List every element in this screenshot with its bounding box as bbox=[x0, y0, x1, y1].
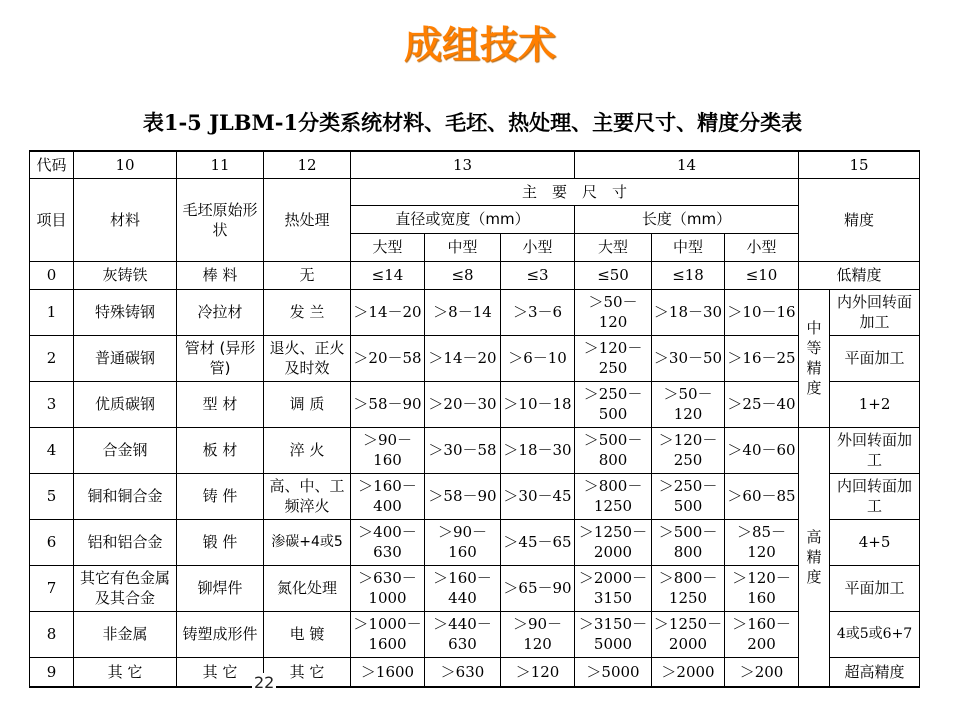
heat-cell: 高、中、工频淬火 bbox=[264, 473, 351, 519]
length-small-cell: ＞16－25 bbox=[725, 335, 799, 381]
blank-cell: 冷拉材 bbox=[177, 289, 264, 335]
heat-cell: 调 质 bbox=[264, 381, 351, 427]
row-code: 0 bbox=[30, 261, 74, 289]
table-row bbox=[30, 427, 920, 473]
blank-cell: 其 它 bbox=[177, 657, 264, 687]
heat-cell: 退火、正火及时效 bbox=[264, 335, 351, 381]
diameter-large-cell: ＞58－90 bbox=[351, 381, 425, 427]
length-mid-cell: ＞30－50 bbox=[652, 335, 725, 381]
heat-header: 热处理 bbox=[264, 178, 351, 261]
length-mid-cell: ＞50－120 bbox=[652, 381, 725, 427]
row-code: 1 bbox=[30, 289, 74, 335]
row-code: 6 bbox=[30, 519, 74, 565]
blank-cell: 铸塑成形件 bbox=[177, 611, 264, 657]
length-small-cell: ≤10 bbox=[725, 261, 799, 289]
row-code: 9 bbox=[30, 657, 74, 687]
main-size-header: 主 要 尺 寸 bbox=[351, 178, 799, 205]
heat-cell: 淬 火 bbox=[264, 427, 351, 473]
heat-cell: 其 它 bbox=[264, 657, 351, 687]
heat-cell: 氮化处理 bbox=[264, 565, 351, 611]
diameter-large-cell: ＞1000－1600 bbox=[351, 611, 425, 657]
length-mid-cell: ＞120－250 bbox=[652, 427, 725, 473]
diameter-large-cell: ＞20－58 bbox=[351, 335, 425, 381]
diameter-large-cell: ＞630－1000 bbox=[351, 565, 425, 611]
diameter-large-cell: ＞90－160 bbox=[351, 427, 425, 473]
length-large-cell: ＞5000 bbox=[575, 657, 652, 687]
material-header: 材料 bbox=[74, 178, 177, 261]
diameter-small-cell: ＞65－90 bbox=[501, 565, 575, 611]
diameter-large-cell: ＞14－20 bbox=[351, 289, 425, 335]
diameter-header: 直径或宽度（mm） bbox=[351, 205, 575, 233]
code-row bbox=[30, 151, 920, 178]
precision-cell: 4+5 bbox=[830, 519, 920, 565]
heat-cell: 电 镀 bbox=[264, 611, 351, 657]
precision-cell: 平面加工 bbox=[830, 335, 920, 381]
diameter-mid-cell: ＞160－440 bbox=[425, 565, 501, 611]
diameter-mid-cell: ＞440－630 bbox=[425, 611, 501, 657]
precision-cell: 平面加工 bbox=[830, 565, 920, 611]
table-row bbox=[30, 565, 920, 611]
blank-cell: 管材 (异形管) bbox=[177, 335, 264, 381]
diameter-large-cell: ＞160－400 bbox=[351, 473, 425, 519]
diameter-small-cell: ＞30－45 bbox=[501, 473, 575, 519]
precision-header: 精度 bbox=[799, 178, 920, 261]
row-code: 2 bbox=[30, 335, 74, 381]
length-mid-cell: ＞18－30 bbox=[652, 289, 725, 335]
material-cell: 优质碳钢 bbox=[74, 381, 177, 427]
length-small-cell: ＞60－85 bbox=[725, 473, 799, 519]
length-large-cell: ≤50 bbox=[575, 261, 652, 289]
slide-title: 成组技术 bbox=[403, 23, 556, 67]
code-13: 13 bbox=[351, 151, 575, 178]
blank-cell: 铸 件 bbox=[177, 473, 264, 519]
table-row bbox=[30, 473, 920, 519]
code-11: 11 bbox=[177, 151, 264, 178]
size-class-header: 中型 bbox=[652, 233, 725, 261]
diameter-small-cell: ＞90－120 bbox=[501, 611, 575, 657]
length-small-cell: ＞160－200 bbox=[725, 611, 799, 657]
precision-group-high: 高精度 bbox=[799, 427, 830, 687]
precision-cell: 超高精度 bbox=[830, 657, 920, 687]
length-large-cell: ＞2000－3150 bbox=[575, 565, 652, 611]
material-cell: 铜和铜合金 bbox=[74, 473, 177, 519]
length-header: 长度（mm） bbox=[575, 205, 799, 233]
size-class-header: 小型 bbox=[725, 233, 799, 261]
table-row bbox=[30, 381, 920, 427]
diameter-large-cell: ≤14 bbox=[351, 261, 425, 289]
length-small-cell: ＞200 bbox=[725, 657, 799, 687]
diameter-large-cell: ＞1600 bbox=[351, 657, 425, 687]
material-cell: 特殊铸钢 bbox=[74, 289, 177, 335]
precision-cell: 外回转面加工 bbox=[830, 427, 920, 473]
length-small-cell: ＞40－60 bbox=[725, 427, 799, 473]
length-large-cell: ＞120－250 bbox=[575, 335, 652, 381]
classification-table bbox=[29, 150, 920, 688]
blank-cell: 板 材 bbox=[177, 427, 264, 473]
precision-cell: 1+2 bbox=[830, 381, 920, 427]
row-code: 3 bbox=[30, 381, 74, 427]
diameter-small-cell: ＞6－10 bbox=[501, 335, 575, 381]
length-large-cell: ＞1250－2000 bbox=[575, 519, 652, 565]
row-code: 8 bbox=[30, 611, 74, 657]
table-row bbox=[30, 519, 920, 565]
code-15: 15 bbox=[799, 151, 920, 178]
length-large-cell: ＞3150－5000 bbox=[575, 611, 652, 657]
length-small-cell: ＞120－160 bbox=[725, 565, 799, 611]
table-title: 表1-5 JLBM-1分类系统材料、毛坯、热处理、主要尺寸、精度分类表 bbox=[142, 110, 803, 135]
diameter-small-cell: ＞18－30 bbox=[501, 427, 575, 473]
size-class-header: 大型 bbox=[575, 233, 652, 261]
length-mid-cell: ＞2000 bbox=[652, 657, 725, 687]
diameter-small-cell: ＞10－18 bbox=[501, 381, 575, 427]
code-label: 代码 bbox=[30, 151, 74, 178]
diameter-mid-cell: ＞58－90 bbox=[425, 473, 501, 519]
material-cell: 灰铸铁 bbox=[74, 261, 177, 289]
diameter-mid-cell: ＞20－30 bbox=[425, 381, 501, 427]
length-small-cell: ＞85－120 bbox=[725, 519, 799, 565]
precision-cell: 内外回转面加工 bbox=[830, 289, 920, 335]
length-mid-cell: ≤18 bbox=[652, 261, 725, 289]
length-mid-cell: ＞500－800 bbox=[652, 519, 725, 565]
diameter-mid-cell: ＞8－14 bbox=[425, 289, 501, 335]
length-large-cell: ＞250－500 bbox=[575, 381, 652, 427]
diameter-mid-cell: ＞30－58 bbox=[425, 427, 501, 473]
length-small-cell: ＞25－40 bbox=[725, 381, 799, 427]
material-cell: 普通碳钢 bbox=[74, 335, 177, 381]
blank-cell: 棒 料 bbox=[177, 261, 264, 289]
diameter-small-cell: ＞3－6 bbox=[501, 289, 575, 335]
row-code: 5 bbox=[30, 473, 74, 519]
code-14: 14 bbox=[575, 151, 799, 178]
blank-cell: 型 材 bbox=[177, 381, 264, 427]
material-cell: 合金钢 bbox=[74, 427, 177, 473]
material-cell: 铝和铝合金 bbox=[74, 519, 177, 565]
heat-cell: 无 bbox=[264, 261, 351, 289]
length-large-cell: ＞800－1250 bbox=[575, 473, 652, 519]
diameter-mid-cell: ＞630 bbox=[425, 657, 501, 687]
length-mid-cell: ＞250－500 bbox=[652, 473, 725, 519]
size-class-header: 中型 bbox=[425, 233, 501, 261]
material-cell: 其它有色金属及其合金 bbox=[74, 565, 177, 611]
blank-cell: 锻 件 bbox=[177, 519, 264, 565]
table-row bbox=[30, 611, 920, 657]
table-row bbox=[30, 657, 920, 687]
diameter-small-cell: ≤3 bbox=[501, 261, 575, 289]
size-class-header: 小型 bbox=[501, 233, 575, 261]
heat-cell: 发 兰 bbox=[264, 289, 351, 335]
precision-cell: 内回转面加工 bbox=[830, 473, 920, 519]
table-row bbox=[30, 289, 920, 335]
precision-cell: 低精度 bbox=[799, 261, 920, 289]
diameter-mid-cell: ＞90－160 bbox=[425, 519, 501, 565]
blank-cell: 铆焊件 bbox=[177, 565, 264, 611]
material-cell: 其 它 bbox=[74, 657, 177, 687]
precision-group-medium: 中等精度 bbox=[799, 289, 830, 427]
length-mid-cell: ＞1250－2000 bbox=[652, 611, 725, 657]
table-row bbox=[30, 335, 920, 381]
length-mid-cell: ＞800－1250 bbox=[652, 565, 725, 611]
length-large-cell: ＞50－120 bbox=[575, 289, 652, 335]
diameter-large-cell: ＞400－630 bbox=[351, 519, 425, 565]
header-row-1 bbox=[30, 178, 920, 205]
code-10: 10 bbox=[74, 151, 177, 178]
row-code: 4 bbox=[30, 427, 74, 473]
length-small-cell: ＞10－16 bbox=[725, 289, 799, 335]
diameter-mid-cell: ＞14－20 bbox=[425, 335, 501, 381]
row-code: 7 bbox=[30, 565, 74, 611]
diameter-small-cell: ＞120 bbox=[501, 657, 575, 687]
table-row bbox=[30, 261, 920, 289]
blank-header: 毛坯原始形状 bbox=[177, 178, 264, 261]
code-12: 12 bbox=[264, 151, 351, 178]
page-number: 22 bbox=[254, 673, 275, 692]
size-class-header: 大型 bbox=[351, 233, 425, 261]
material-cell: 非金属 bbox=[74, 611, 177, 657]
precision-cell: 4或5或6+7 bbox=[830, 611, 920, 657]
diameter-mid-cell: ≤8 bbox=[425, 261, 501, 289]
length-large-cell: ＞500－800 bbox=[575, 427, 652, 473]
heat-cell: 渗碳+4或5 bbox=[264, 519, 351, 565]
item-label: 项目 bbox=[30, 178, 74, 261]
diameter-small-cell: ＞45－65 bbox=[501, 519, 575, 565]
